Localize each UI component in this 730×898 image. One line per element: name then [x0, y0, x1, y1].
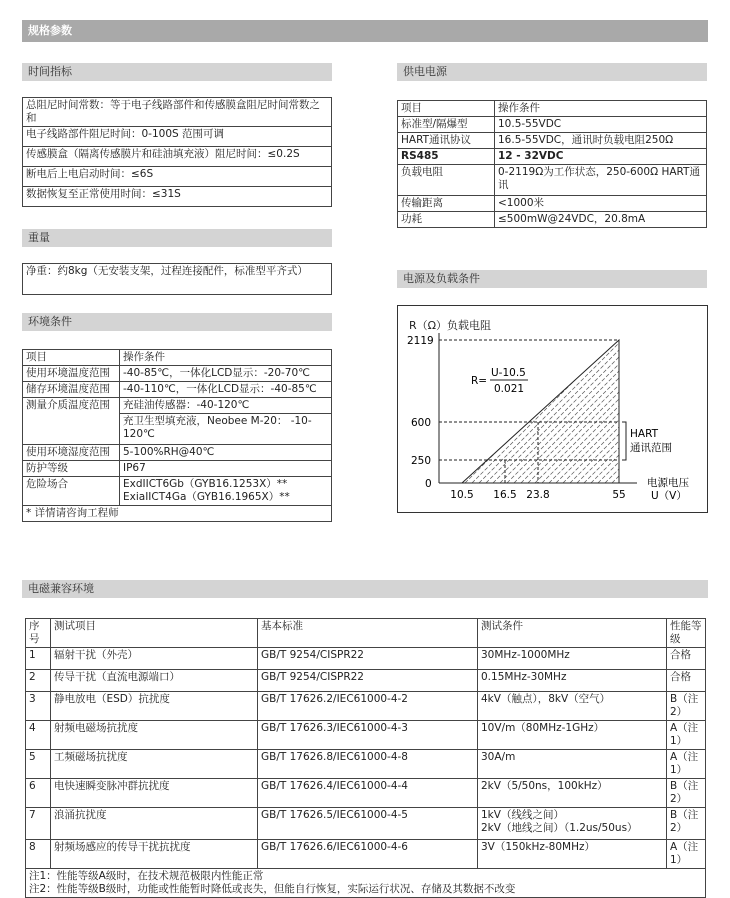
- env-header-item: 项目: [23, 350, 120, 366]
- emc-cell: A（注1）: [667, 721, 706, 750]
- emc-cell: B（注2）: [667, 779, 706, 808]
- hart-bracket: [622, 422, 626, 460]
- weight-section-title: 重量: [22, 229, 332, 247]
- time-row-2: 电子线路部件阻尼时间：0-100S 范围可调: [23, 127, 332, 147]
- emc-cell: 30A/m: [478, 750, 667, 779]
- emc-cell: GB/T 17626.5/IEC61000-4-5: [258, 808, 478, 840]
- emc-cell: 1: [26, 648, 51, 670]
- power-cell: ≤500mW@24VDC，20.8mA: [495, 212, 707, 228]
- table-row: [23, 187, 332, 207]
- env-cell: 测量介质温度范围: [23, 398, 120, 445]
- y-tick-label: 600: [411, 417, 432, 429]
- env-cell: ExdIICT6Gb（GYB16.1253X）** ExiaIICT4Ga（GYB16.1965X）**: [120, 477, 332, 506]
- emc-cell: 4kV（触点），8kV（空气）: [478, 692, 667, 721]
- emc-cell: 2: [26, 670, 51, 692]
- table-row: [398, 165, 707, 196]
- table-header-row: [398, 101, 707, 117]
- x-axis-label: 电源电压: [647, 477, 689, 489]
- emc-cell: 1kV（线线之间） 2kV（地线之间）（1.2us/50us）: [478, 808, 667, 840]
- x-tick-label: 23.8: [526, 489, 550, 501]
- emc-note-1: 注1：性能等级A级时，在技术规范极限内性能正常: [29, 870, 264, 882]
- env-cell: 使用环境温度范围: [23, 366, 120, 382]
- hatch-line: [647, 333, 708, 483]
- power-cell: 传输距离: [398, 196, 495, 212]
- table-header-row: [26, 619, 706, 648]
- table-row: [26, 692, 706, 721]
- env-cell: 储存环境温度范围: [23, 382, 120, 398]
- hatch-line: [689, 333, 708, 483]
- power-cell: 负载电阻: [398, 165, 495, 196]
- emc-cell: 传导干扰（直流电源端口）: [51, 670, 258, 692]
- env-note: * 详情请咨询工程师: [23, 506, 332, 522]
- formula-prefix: R=: [471, 375, 488, 387]
- env-cell: 防护等级: [23, 461, 120, 477]
- page-header: [22, 20, 708, 42]
- emc-cell: 工频磁场抗扰度: [51, 750, 258, 779]
- formula-denominator: 0.021: [494, 383, 525, 395]
- table-row: [398, 133, 707, 149]
- power-cell: 10.5-55VDC: [495, 117, 707, 133]
- power-cell: 0-2119Ω为工作状态，250-600Ω HART通讯: [495, 165, 707, 196]
- emc-cell: GB/T 17626.6/IEC61000-4-6: [258, 840, 478, 869]
- emc-cell: 静电放电（ESD）抗扰度: [51, 692, 258, 721]
- table-header-row: [23, 350, 332, 366]
- hatch-line: [661, 333, 708, 483]
- table-row: [398, 117, 707, 133]
- emc-cell: 射频电磁场抗扰度: [51, 721, 258, 750]
- load-chart: [397, 305, 708, 513]
- emc-header: 基本标准: [258, 619, 478, 648]
- table-row: [23, 366, 332, 382]
- table-row: [26, 869, 706, 898]
- emc-cell: 4: [26, 721, 51, 750]
- emc-cell: GB/T 9254/CISPR22: [258, 670, 478, 692]
- emc-cell: GB/T 17626.2/IEC61000-4-2: [258, 692, 478, 721]
- x-axis-unit: U（V）: [651, 490, 687, 502]
- hatch-line: [675, 333, 708, 483]
- table-row: [26, 750, 706, 779]
- emc-cell: GB/T 17626.3/IEC61000-4-3: [258, 721, 478, 750]
- operating-region-outline: [462, 340, 619, 483]
- emc-cell: A（注1）: [667, 840, 706, 869]
- power-header-cond: 操作条件: [495, 101, 707, 117]
- time-row-5: 数据恢复至正常使用时间：≤31S: [23, 187, 332, 207]
- emc-cell: 0.15MHz-30MHz: [478, 670, 667, 692]
- time-row-4: 断电后上电启动时间：≤6S: [23, 167, 332, 187]
- env-cell: IP67: [120, 461, 332, 477]
- table-row: [23, 445, 332, 461]
- hatch-line: [696, 333, 708, 483]
- emc-header: 测试项目: [51, 619, 258, 648]
- emc-cell: A（注1）: [667, 750, 706, 779]
- table-row: [398, 212, 707, 228]
- operating-region: [437, 333, 708, 483]
- load-section-title: 电源及负载条件: [397, 270, 707, 288]
- power-cell: 16.5-55VDC，通讯时负载电阻250Ω: [495, 133, 707, 149]
- y-axis-label: R（Ω）负载电阻: [409, 319, 492, 332]
- env-table: [22, 349, 332, 522]
- emc-cell: 合格: [667, 670, 706, 692]
- emc-notes: [26, 869, 706, 898]
- emc-cell: 2kV（5/50ns，100kHz）: [478, 779, 667, 808]
- hatch-line: [605, 333, 708, 483]
- emc-cell: 合格: [667, 648, 706, 670]
- emc-cell: 辐射干扰（外壳）: [51, 648, 258, 670]
- env-cell: 危险场合: [23, 477, 120, 506]
- hatch-line: [654, 333, 708, 483]
- env-cell: 5-100%RH@40℃: [120, 445, 332, 461]
- table-row: [398, 149, 707, 165]
- emc-cell: 浪涌抗扰度: [51, 808, 258, 840]
- env-cell: -40-110℃，一体化LCD显示：-40-85℃: [120, 382, 332, 398]
- hatch-line: [556, 333, 706, 483]
- table-row: [398, 196, 707, 212]
- table-row: [23, 477, 332, 506]
- y-tick-label: 2119: [407, 335, 434, 347]
- emc-cell: B（注2）: [667, 692, 706, 721]
- x-tick-label: 10.5: [450, 489, 474, 501]
- hart-label: HART: [630, 428, 659, 440]
- power-cell: 功耗: [398, 212, 495, 228]
- table-row: [23, 167, 332, 187]
- emc-cell: 10V/m（80MHz-1GHz）: [478, 721, 667, 750]
- emc-cell: B（注2）: [667, 808, 706, 840]
- hatch-line: [668, 333, 708, 483]
- table-row: [23, 382, 332, 398]
- hatch-line: [626, 333, 708, 483]
- y-tick-label: 0: [425, 478, 432, 490]
- table-row: [23, 147, 332, 167]
- emc-cell: GB/T 17626.8/IEC61000-4-8: [258, 750, 478, 779]
- emc-header: 性能等级: [667, 619, 706, 648]
- power-table: [397, 100, 707, 228]
- env-header-cond: 操作条件: [120, 350, 332, 366]
- emc-cell: 射频场感应的传导干扰抗扰度: [51, 840, 258, 869]
- power-header-item: 项目: [398, 101, 495, 117]
- env-cell: 充卫生型填充液，Neobee M-20： -10-120℃: [120, 414, 332, 445]
- emc-cell: 电快速瞬变脉冲群抗扰度: [51, 779, 258, 808]
- table-row: [23, 398, 332, 414]
- power-cell: 标准型/隔爆型: [398, 117, 495, 133]
- emc-cell: GB/T 17626.4/IEC61000-4-4: [258, 779, 478, 808]
- table-row: [26, 808, 706, 840]
- time-table: [22, 97, 332, 207]
- emc-cell: 5: [26, 750, 51, 779]
- power-section-title: 供电电源: [397, 63, 707, 81]
- emc-section-title: 电磁兼容环境: [22, 580, 708, 598]
- table-row: [23, 506, 332, 522]
- emc-cell: 30MHz-1000MHz: [478, 648, 667, 670]
- emc-header: 序号: [26, 619, 51, 648]
- emc-cell: 7: [26, 808, 51, 840]
- time-row-3: 传感膜盒（隔离传感膜片和硅油填充液）阻尼时间：≤0.2S: [23, 147, 332, 167]
- table-row: [26, 648, 706, 670]
- page-title: 规格参数: [28, 24, 72, 37]
- emc-cell: 3: [26, 692, 51, 721]
- time-row-1: 总阻尼时间常数：等于电子线路部件和传感膜盒阻尼时间常数之和: [23, 98, 332, 127]
- weight-table: [22, 263, 332, 295]
- table-row: [23, 461, 332, 477]
- table-row: [23, 127, 332, 147]
- power-cell: RS485: [398, 149, 495, 165]
- emc-note-2: 注2：性能等级B级时，功能或性能暂时降低或丧失，但能自行恢复，实际运行状况、存储及其数据不改变: [29, 883, 516, 895]
- x-tick-label: 55: [612, 489, 626, 501]
- table-row: [23, 98, 332, 127]
- hart-label-2: 通讯范围: [630, 442, 672, 454]
- emc-cell: 8: [26, 840, 51, 869]
- table-row: [26, 721, 706, 750]
- power-cell: <1000米: [495, 196, 707, 212]
- env-section-title: 环境条件: [22, 313, 332, 331]
- emc-cell: GB/T 9254/CISPR22: [258, 648, 478, 670]
- weight-text: 净重：约8kg（无安装支架，过程连接配件，标准型平齐式）: [23, 264, 332, 295]
- table-row: [26, 670, 706, 692]
- emc-table: [25, 618, 706, 898]
- hatch-line: [591, 333, 708, 483]
- formula-numerator: U-10.5: [491, 367, 526, 379]
- power-cell: 12 - 32VDC: [495, 149, 707, 165]
- time-section-title: 时间指标: [22, 63, 332, 81]
- env-cell: -40-85℃，一体化LCD显示：-20-70℃: [120, 366, 332, 382]
- power-cell: HART通讯协议: [398, 133, 495, 149]
- env-cell: 使用环境湿度范围: [23, 445, 120, 461]
- table-row: [26, 840, 706, 869]
- y-tick-label: 250: [411, 455, 432, 467]
- hatch-line: [640, 333, 708, 483]
- hatch-line: [633, 333, 708, 483]
- hatch-line: [619, 333, 708, 483]
- table-row: [26, 779, 706, 808]
- hatch-line: [682, 333, 708, 483]
- emc-cell: 3V（150kHz-80MHz）: [478, 840, 667, 869]
- env-cell: 充硅油传感器：-40-120℃: [120, 398, 332, 414]
- emc-cell: 6: [26, 779, 51, 808]
- emc-header: 测试条件: [478, 619, 667, 648]
- x-tick-label: 16.5: [493, 489, 517, 501]
